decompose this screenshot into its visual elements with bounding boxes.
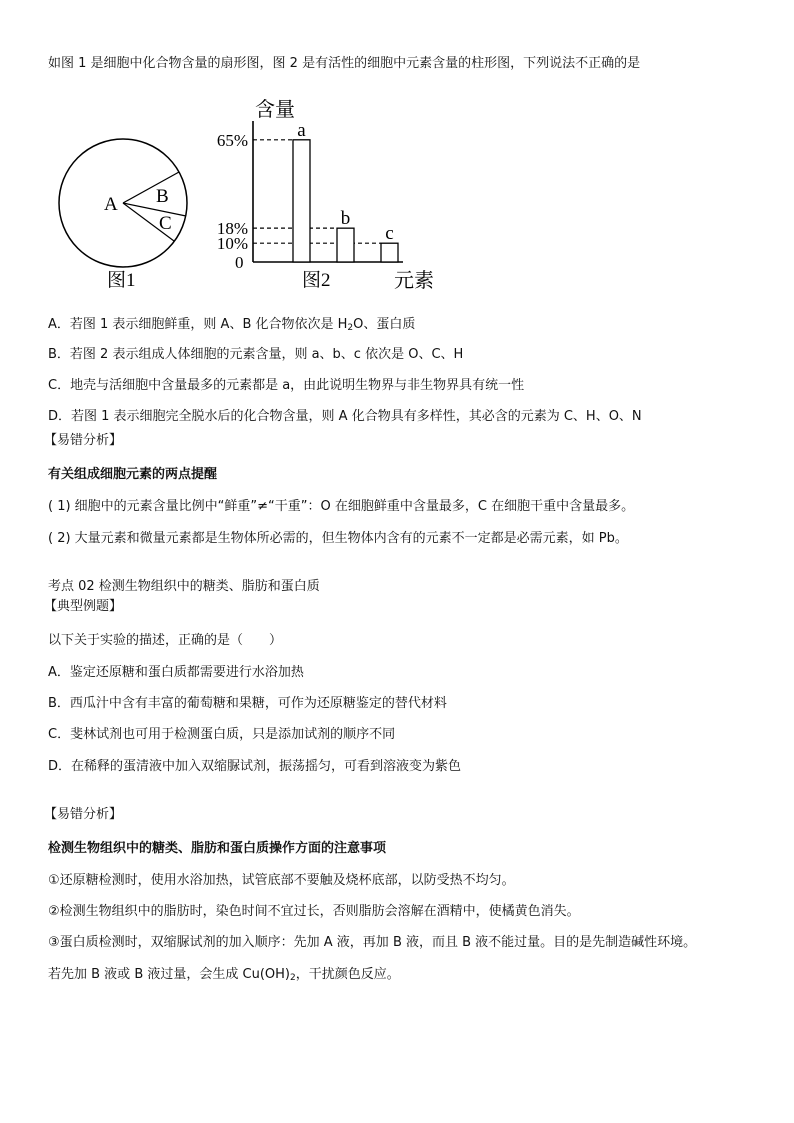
option-a-text-1: A．若图 1 表示细胞鲜重，则 A、B 化合物依次是 H	[48, 317, 348, 332]
point-4-subscript: 2	[289, 973, 296, 983]
point-4-text-1: 若先加 B 液或 B 液过量，会生成 Cu(OH)	[48, 967, 290, 982]
analysis-2-point-4	[48, 966, 400, 984]
question-1-option-c[interactable]: C．地壳与活细胞中含量最多的元素都是 a，由此说明生物界与非生物界具有统一性	[48, 378, 525, 393]
question-2-option-b[interactable]: B．西瓜汁中含有丰富的葡萄糖和果糖，可作为还原糖鉴定的替代材料	[48, 696, 447, 711]
point-4-text-2: ，干扰颜色反应。	[295, 967, 400, 982]
section-2-title: 考点 02 检测生物组织中的糖类、脂肪和蛋白质	[48, 579, 320, 594]
bar-caption: 图2	[302, 270, 331, 291]
analysis-1-point-2: ( 2) 大量元素和微量元素都是生物体所必需的，但生物体内含有的元素不一定都是必需元素，如 Pb。	[48, 531, 628, 546]
bar-zero-label: 0	[235, 253, 244, 272]
pie-label-b: B	[156, 186, 169, 207]
bar-label-a: a	[297, 119, 306, 141]
question-2-option-a[interactable]: A．鉴定还原糖和蛋白质都需要进行水浴加热	[48, 665, 304, 680]
bar-label-c: c	[385, 223, 394, 245]
question-1-option-b[interactable]: B．若图 2 表示组成人体细胞的元素含量，则 a、b、c 依次是 O、C、H	[48, 347, 464, 362]
pie-chart	[59, 139, 187, 291]
analysis-2-point-2: ②检测生物组织中的脂肪时，染色时间不宜过长，否则脂肪会溶解在酒精中，使橘黄色消失。	[48, 904, 580, 919]
bar-b	[337, 228, 354, 262]
bar-tick-label-c: 10%	[216, 234, 248, 254]
question-2-stem: 以下关于实验的描述，正确的是（ ）	[48, 633, 283, 648]
pie-label-c: C	[159, 213, 172, 234]
analysis-2-title: 检测生物组织中的糖类、脂肪和蛋白质操作方面的注意事项	[48, 841, 387, 856]
analysis-1-heading: 【易错分析】	[44, 433, 123, 448]
question-2-option-c[interactable]: C．斐林试剂也可用于检测蛋白质，只是添加试剂的顺序不同	[48, 727, 396, 742]
analysis-2-point-1: ①还原糖检测时，使用水浴加热，试管底部不要触及烧杯底部，以防受热不均匀。	[48, 873, 515, 888]
pie-caption: 图1	[107, 270, 136, 291]
pie-slice-boundary-a-b	[123, 172, 179, 203]
bar-tick-label-a: 65%	[216, 130, 248, 150]
question-1-option-a[interactable]	[48, 316, 415, 334]
bar-y-axis-label: 含量	[255, 99, 295, 121]
bar-tick-label-b: 18%	[216, 219, 248, 239]
figure-pie-and-bar	[55, 96, 455, 296]
analysis-1-title: 有关组成细胞元素的两点提醒	[48, 467, 218, 482]
question-1-stem: 如图 1 是细胞中化合物含量的扇形图，图 2 是有活性的细胞中元素含量的柱形图，下列说法不正确的是	[48, 56, 641, 71]
analysis-2-heading: 【易错分析】	[44, 807, 123, 822]
question-2-option-d[interactable]: D．在稀释的蛋清液中加入双缩脲试剂，振荡摇匀，可看到溶液变为紫色	[48, 759, 462, 774]
analysis-2-point-3: ③蛋白质检测时，双缩脲试剂的加入顺序：先加 A 液，再加 B 液，而且 B 液不能过量。目的是先制造碱性环境。	[48, 935, 697, 950]
option-a-subscript: 2	[347, 323, 354, 333]
analysis-1-point-1: ( 1) 细胞中的元素含量比例中“鲜重”≠“干重”：O 在细胞鲜重中含量最多，C 在细胞干重中含量最多。	[48, 499, 635, 514]
bar-x-axis-label: 元素	[394, 270, 434, 292]
bar-chart	[217, 98, 434, 292]
bar-c	[381, 243, 398, 262]
bar-a	[293, 140, 310, 262]
option-a-text-2: O、蛋白质	[353, 317, 416, 332]
question-1-option-d[interactable]: D．若图 1 表示细胞完全脱水后的化合物含量，则 A 化合物具有多样性，其必含的元素为 C、H、O、N	[48, 409, 642, 424]
bar-label-b: b	[340, 208, 351, 230]
pie-label-a: A	[104, 194, 118, 215]
section-2-tag: 【典型例题】	[44, 599, 123, 614]
